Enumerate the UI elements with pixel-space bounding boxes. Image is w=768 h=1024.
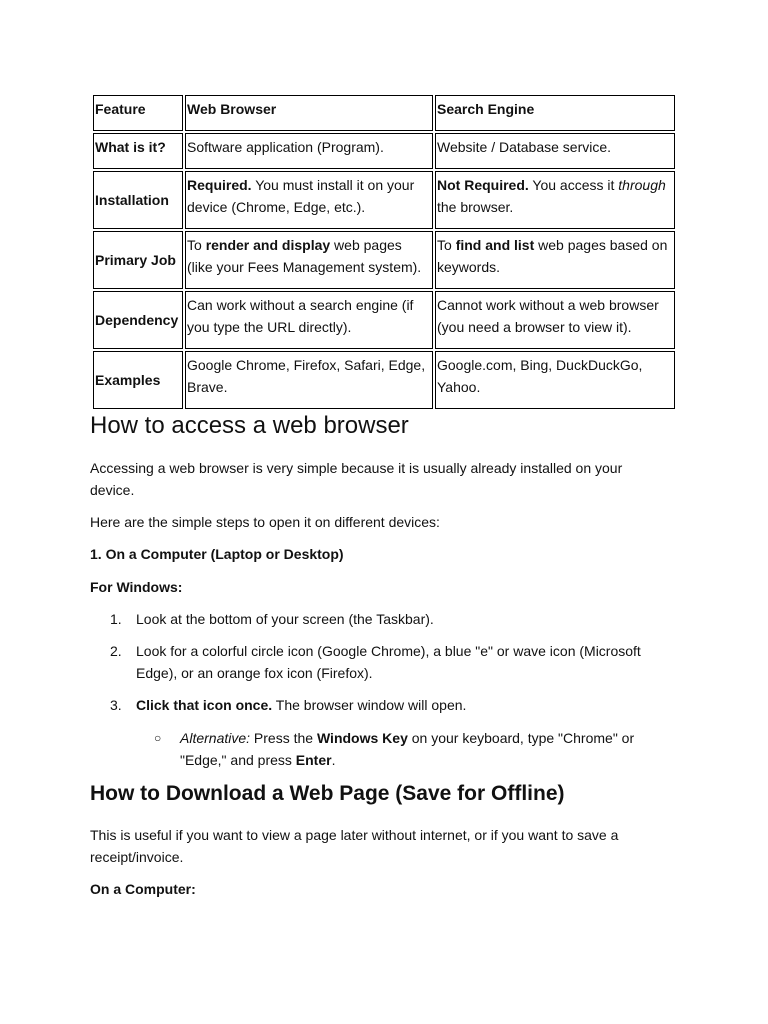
row-feature: Installation: [93, 171, 183, 229]
for-windows-label: For Windows:: [90, 579, 183, 595]
row-feature: Examples: [93, 351, 183, 409]
alternative-sub-item: ○ Alternative: Press the Windows Key on your keyboard, type "Chrome" or "Edge," and press Enter.: [156, 727, 656, 771]
section-title-access-browser: How to access a web browser: [90, 412, 409, 439]
cell-browser: Can work without a search engine (if you type the URL directly).: [185, 291, 433, 349]
row-feature: Primary Job: [93, 231, 183, 289]
table-row: [93, 171, 675, 229]
table-header-row: [93, 95, 675, 131]
list-item: 2. Look for a colorful circle icon (Google Chrome), a blue "e" or wave icon (Microsoft Edge), or an orange fox icon (Firefox).: [110, 643, 641, 681]
list-item: 3. Click that icon once. The browser window will open.: [110, 697, 467, 713]
cell-engine: Website / Database service.: [435, 133, 675, 169]
cell-browser: Required. You must install it on your device (Chrome, Edge, etc.).: [185, 171, 433, 229]
row-feature: Dependency: [93, 291, 183, 349]
computer-subheading: 1. On a Computer (Laptop or Desktop): [90, 546, 344, 562]
header-feature: Feature: [93, 95, 183, 131]
windows-steps-list: [110, 608, 670, 716]
intro-paragraph: Accessing a web browser is very simple because it is usually already installed on your device.: [90, 460, 623, 498]
header-search-engine: Search Engine: [435, 95, 675, 131]
cell-engine: Cannot work without a web browser (you need a browser to view it).: [435, 291, 675, 349]
list-item: 1. Look at the bottom of your screen (the Taskbar).: [110, 611, 434, 627]
table-row: [93, 231, 675, 289]
cell-browser: Google Chrome, Firefox, Safari, Edge, Brave.: [185, 351, 433, 409]
on-computer-label: On a Computer:: [90, 881, 196, 897]
cell-engine: Not Required. You access it through the browser.: [435, 171, 675, 229]
table-row: [93, 133, 675, 169]
comparison-table: [91, 93, 677, 411]
table-row: [93, 291, 675, 349]
cell-engine: To find and list web pages based on keywords.: [435, 231, 675, 289]
cell-browser: Software application (Program).: [185, 133, 433, 169]
steps-intro-paragraph: Here are the simple steps to open it on different devices:: [90, 514, 440, 530]
download-intro-paragraph: This is useful if you want to view a page later without internet, or if you want to save a receipt/invoice.: [90, 827, 619, 865]
header-web-browser: Web Browser: [185, 95, 433, 131]
table-row: [93, 351, 675, 409]
section-title-download-page: How to Download a Web Page (Save for Offline): [90, 782, 565, 805]
row-feature: What is it?: [93, 133, 183, 169]
cell-engine: Google.com, Bing, DuckDuckGo, Yahoo.: [435, 351, 675, 409]
cell-browser: To render and display web pages (like your Fees Management system).: [185, 231, 433, 289]
hollow-bullet-icon: ○: [154, 731, 162, 745]
